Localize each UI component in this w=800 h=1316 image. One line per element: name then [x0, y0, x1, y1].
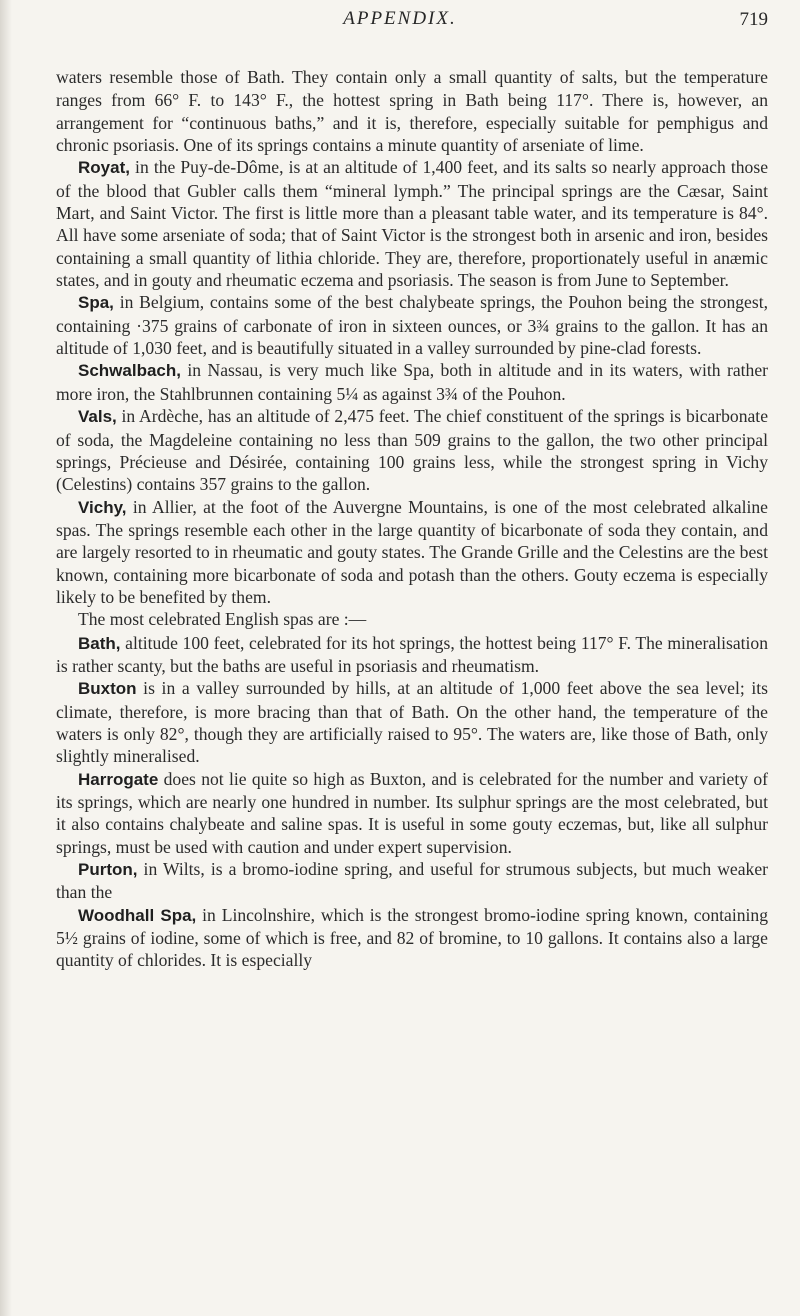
paragraph [56, 858, 768, 904]
paragraph [56, 291, 768, 359]
spa-name: Purton, [78, 860, 138, 880]
paragraph-text: altitude 100 feet, celebrated for its hot springs, the hottest being 117° F. The mineralisation is rather scanty, but the baths are useful in psoriasis and rheumatism. [56, 632, 768, 676]
paragraph [56, 677, 768, 767]
paragraph [56, 405, 768, 495]
paragraph-text: in Ardèche, has an altitude of 2,475 feet. The chief constituent of the springs is bicarbonate of soda, the Magdeleine containing no less than 509 grains to the gallon, the two other principal springs, Précieuse and Désirée, containing 100 grains less, while the strongest spring in Vichy (Celestins) contains 357 grains to the gallon. [56, 406, 768, 495]
paragraph-text: is in a valley surrounded by hills, at an altitude of 1,000 feet above the sea level; its climate, therefore, is more bracing than that of Bath. On the other hand, the temperature of the waters is only 82°, though they are artificially raised to 95°. The waters are, like those of Bath, only slightly mineralised. [56, 678, 768, 767]
spa-name: Bath, [78, 633, 121, 653]
page-number: 719 [739, 9, 768, 30]
paragraph [56, 608, 768, 631]
spa-name: Spa, [78, 293, 114, 313]
paragraph-text: in the Puy-de-Dôme, is at an altitude of 1,400 feet, and its salts so nearly approach those of the blood that Gubler calls them “mineral lymph.” The principal springs are the Cæsar, Saint Mart, and Saint Victor. The first is little more than a pleasant table water, and its temperature is 84°. All have some arseniate of soda; that of Saint Victor is the strongest both in arsenic and iron, besides containing a small quantity of lithia chloride. They are, therefore, proportionately useful in anæmic states, and in gouty and rheumatic eczema and psoriasis. The season is from June to September. [56, 157, 768, 291]
body-text [56, 66, 768, 972]
page-header [0, 6, 800, 36]
paragraph [56, 904, 768, 972]
paragraph-text: in Nassau, is very much like Spa, both in altitude and in its waters, with rather more iron, the Stahlbrunnen containing 5¼ as against 3¾ of the Pouhon. [56, 360, 768, 404]
page-binding-shadow [0, 0, 12, 1316]
spa-name: Vichy, [78, 497, 127, 517]
paragraph [56, 632, 768, 678]
paragraph [56, 66, 768, 156]
paragraph-text: in Belgium, contains some of the best chalybeate springs, the Pouhon being the strongest, containing ·375 grains of carbonate of iron in sixteen ounces, or 3¾ grains to the gallon. It has an altitude of 1,030 feet, and is beautifully situated in a valley surrounded by pine-clad forests. [56, 292, 768, 359]
paragraph-text: The most celebrated English spas are :— [78, 609, 367, 630]
paragraph-text: in Lincolnshire, which is the strongest bromo-iodine spring known, containing 5½ grains of iodine, some of which is free, and 82 of bromine, to 10 gallons. It contains also a large quantity of chlorides. It is especially [56, 904, 768, 971]
paragraph-text: does not lie quite so high as Buxton, and is celebrated for the number and variety of its springs, which are nearly one hundred in number. Its sulphur springs are the most celebrated, but it also contains chalybeate and saline spas. It is useful in some gouty eczemas, but, like all sulphur springs, must be used with caution and under expert supervision. [56, 768, 768, 857]
spa-name: Schwalbach, [78, 361, 181, 381]
paragraph [56, 768, 768, 858]
spa-name: Woodhall Spa, [78, 905, 197, 925]
running-head: APPENDIX. [343, 8, 457, 29]
spa-name: Royat, [78, 158, 130, 178]
paragraph-text: in Wilts, is a bromo-iodine spring, and useful for strumous subjects, but much weaker than the [56, 859, 768, 903]
paragraph [56, 359, 768, 405]
spa-name: Vals, [78, 407, 117, 427]
spa-name: Buxton [78, 679, 137, 699]
paragraph-text: waters resemble those of Bath. They contain only a small quantity of salts, but the temperature ranges from 66° F. to 143° F., the hottest spring in Bath being 117°. There is, however, an arrangement for “continuous baths,” and it is, therefore, especially suitable for pemphigus and chronic psoriasis. One of its springs contains a minute quantity of arseniate of lime. [56, 67, 768, 156]
paragraph [56, 156, 768, 291]
paragraph-text: in Allier, at the foot of the Auvergne Mountains, is one of the most celebrated alkaline spas. The springs resemble each other in the large quantity of bicarbonate of soda they contain, and are largely resorted to in rheumatic and gouty states. The Grande Grille and the Celestins are the best known, containing more bicarbonate of soda and potash than the others. Gouty eczema is especially likely to be benefited by them. [56, 496, 768, 607]
spa-name: Harrogate [78, 769, 159, 789]
paragraph [56, 496, 768, 609]
